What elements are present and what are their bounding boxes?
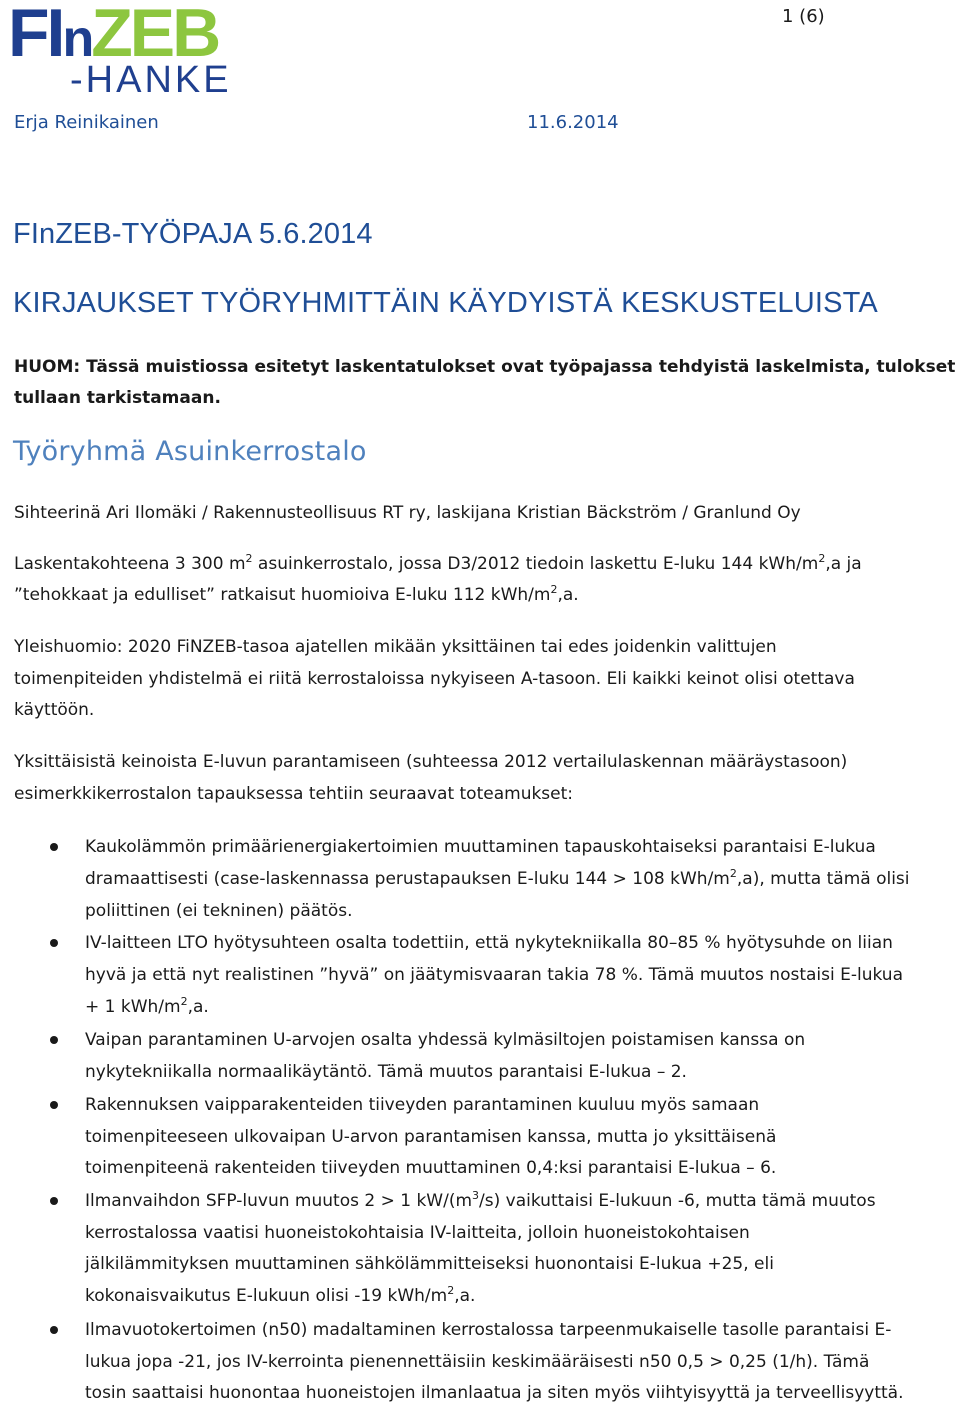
bullet-icon <box>50 1036 58 1044</box>
target-line-2: ”tehokkaat ja edulliset” ratkaisut huomioiva E-luku 112 kWh/$m^2,a$. <box>14 583 579 605</box>
secretary-line: Sihteerinä Ari Ilomäki / Rakennusteollisuus RT ry, laskijana Kristian Bäckström / Granlund Oy <box>14 503 801 523</box>
document-date: 11.6.2014 <box>527 112 619 133</box>
bullet-icon <box>50 1101 58 1109</box>
list-item-line: IV-laitteen LTO hyötysuhteen osalta todettiin, että nykytekniikalla 80–85 % hyötysuhde on liian <box>85 933 893 953</box>
bullet-icon <box>50 1197 58 1205</box>
note-line-1: HUOM: Tässä muistiossa esitetyt laskentatulokset ovat työpajassa tehdyistä laskelmista, tulokset <box>14 357 956 377</box>
list-item-line: lukua jopa -21, jos IV-kerrointa pienennettäisiin keskimääräisesti n50 0,5 > 0,25 (1/h). Tämä <box>85 1352 870 1372</box>
intro-line-2: esimerkkikerrostalon tapauksessa tehtiin seuraavat toteamukset: <box>14 784 574 804</box>
logo-wordmark-top: FInZEB <box>8 0 219 71</box>
bullet-icon <box>50 843 58 851</box>
author-name: Erja Reinikainen <box>14 112 159 133</box>
bullet-icon <box>50 1326 58 1334</box>
list-item-line: nykytekniikalla normaalikäytäntö. Tämä muutos parantaisi E-lukua – 2. <box>85 1062 687 1082</box>
list-item-line: hyvä ja että nyt realistinen ”hyvä” on jäätymisvaaran takia 78 %. Tämä muutos nostaisi E-lukua <box>85 965 904 985</box>
section-heading: Työryhmä Asuinkerrostalo <box>13 436 367 467</box>
general-note-line-1: Yleishuomio: 2020 FiNZEB-tasoa ajatellen mikään yksittäinen tai edes joidenkin valittujen <box>14 637 777 657</box>
logo-wordmark-bottom: -HANKE <box>70 59 232 96</box>
intro-line-1: Yksittäisistä keinoista E-luvun parantamiseen (suhteessa 2012 vertailulaskennan määräystasoon) <box>14 752 848 772</box>
list-item-line: + 1 kWh/$m^2,a$. <box>85 995 209 1017</box>
list-item-line: Ilmanvaihdon SFP-luvun muutos 2 > 1 $kW/(m^3/s)$ vaikuttaisi E-lukuun -6, mutta tämä muutos <box>85 1189 876 1211</box>
list-item-line: poliittinen (ei tekninen) päätös. <box>85 901 353 921</box>
bullet-icon <box>50 939 58 947</box>
list-item-line: Vaipan parantaminen U-arvojen osalta yhdessä kylmäsiltojen poistamisen kanssa on <box>85 1030 806 1050</box>
list-item-line: toimenpiteeseen ulkovaipan U-arvon parantamisen kanssa, mutta jo yksittäisenä <box>85 1127 777 1147</box>
list-item-line: kokonaisvaikutus E-lukuun olisi -19 kWh/$m^2,a$. <box>85 1284 476 1306</box>
general-note-line-2: toimenpiteiden yhdistelmä ei riitä kerrostaloissa nykyiseen A-tasoon. Eli kaikki keinot olisi otettava <box>14 669 855 689</box>
list-item-line: jälkilämmityksen muuttaminen sähkölämmitteiseksi huonontaisi E-lukua +25, eli <box>85 1254 774 1274</box>
page-title: FInZEB-TYÖPAJA 5.6.2014 <box>13 218 373 250</box>
finzeb-logo-graphic <box>8 0 270 96</box>
general-note-line-3: käyttöön. <box>14 700 95 720</box>
list-item-line: kerrostalossa vaatisi huoneistokohtaisia IV-laitteita, jolloin huoneistokohtaisen <box>85 1223 750 1243</box>
target-line-1: Laskentakohteena 3 300 $m^2$ asuinkerrostalo, jossa D3/2012 tiedoin laskettu E-luku 144 kWh/$m^2,a$ ja <box>14 552 862 574</box>
list-item-line: toimenpiteenä rakenteiden tiiveyden muuttaminen 0,4:ksi parantaisi E-lukua – 6. <box>85 1158 777 1178</box>
page-number: 1 (6) <box>782 6 825 27</box>
finzeb-hanke-logo <box>8 0 270 96</box>
list-item-line: Ilmavuotokertoimen (n50) madaltaminen kerrostalossa tarpeenmukaiselle tasolle parantaisi E- <box>85 1320 892 1340</box>
page-subtitle: KIRJAUKSET TYÖRYHMITTÄIN KÄYDYISTÄ KESKUSTELUISTA <box>13 287 878 319</box>
list-item-line: dramaattisesti (case-laskennassa perustapauksen E-luku 144 > 108 kWh/$m^2,a$), mutta tämä olisi <box>85 867 910 889</box>
list-item-line: Rakennuksen vaipparakenteiden tiiveyden parantaminen kuuluu myös samaan <box>85 1095 760 1115</box>
list-item-line: tosin saattaisi huonontaa huoneistojen ilmanlaatua ja siten myös viihtyisyyttä ja terveellisyyttä. <box>85 1383 904 1403</box>
list-item-line: Kaukolämmön primäärienergiakertoimien muuttaminen tapauskohtaiseksi parantaisi E-lukua <box>85 837 876 857</box>
note-line-2: tullaan tarkistamaan. <box>14 388 221 408</box>
